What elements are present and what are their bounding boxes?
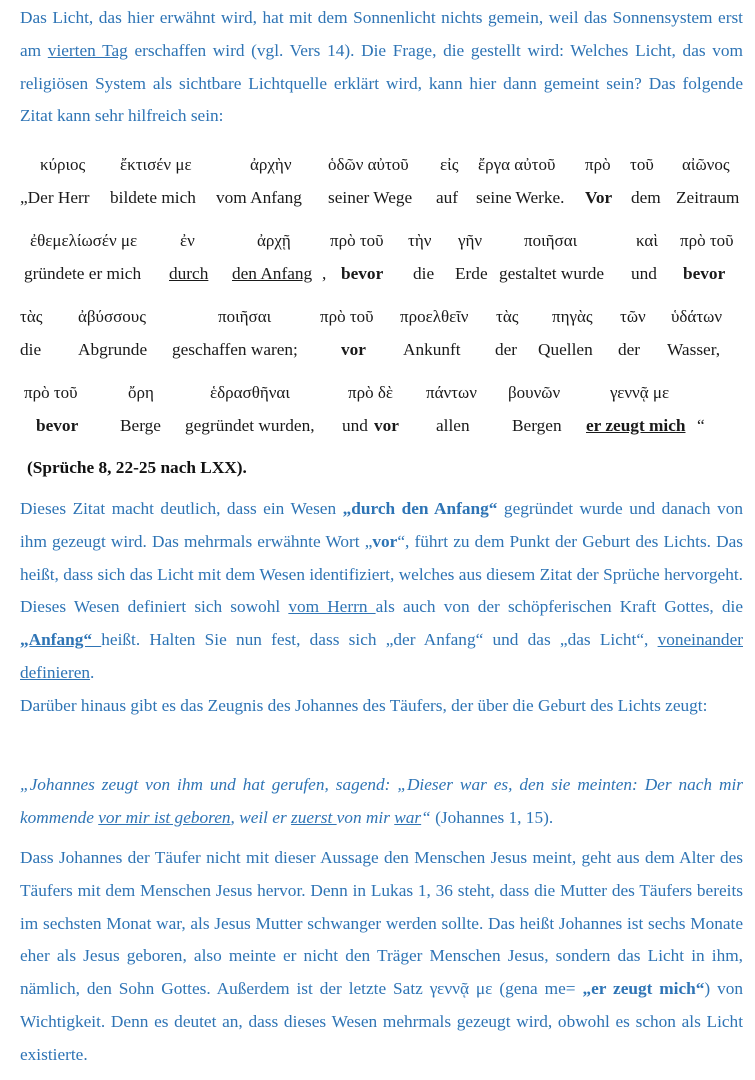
intro-paragraph bbox=[20, 2, 743, 133]
german-word: Erde bbox=[455, 264, 488, 283]
greek-word: ἀρχῇ bbox=[257, 231, 291, 250]
greek-word: πρὸ δὲ bbox=[348, 383, 393, 402]
german-word: vor bbox=[341, 340, 366, 359]
intro-text-2: erschaffen wird (vgl. Vers 14). Die Frage, die gestellt wird: Welches Licht, das vom religiösen System als sichtbare Lichtquelle erklärt wird, kann hier dann gemeint sein? Das folgende Zitat kann sehr hilfreich sein: bbox=[20, 40, 743, 126]
greek-word: πρὸ τοῦ bbox=[24, 383, 78, 402]
greek-word: βουνῶν bbox=[508, 383, 561, 402]
greek-word: εἰς bbox=[440, 155, 459, 174]
german-word: bildete mich bbox=[110, 188, 196, 207]
verse-german-row-1 bbox=[0, 185, 755, 211]
greek-word: πρὸ τοῦ bbox=[680, 231, 734, 250]
greek-word: ἀρχὴν bbox=[250, 155, 292, 174]
german-closing-quote: “ bbox=[697, 416, 705, 435]
para2-bold: vor bbox=[372, 531, 398, 551]
greek-word: ὑδάτων bbox=[671, 307, 723, 326]
german-word: allen bbox=[436, 416, 470, 435]
john-quote bbox=[20, 769, 743, 835]
german-word: bevor bbox=[683, 264, 726, 283]
german-word: der bbox=[495, 340, 518, 359]
greek-word: πηγὰς bbox=[552, 307, 593, 326]
german-word: vom Anfang bbox=[216, 188, 302, 207]
intro-text-1: Das Licht, das hier erwähnt wird, hat mit dem Sonnenlicht nichts gemein, weil das Sonnensystem erst am bbox=[20, 8, 743, 60]
german-punctuation: , bbox=[322, 264, 327, 283]
german-word: vor bbox=[374, 416, 399, 435]
german-word: gegründet wurden, bbox=[185, 416, 315, 435]
german-word: bevor bbox=[341, 264, 384, 283]
greek-word: ὄρη bbox=[128, 383, 154, 402]
greek-word: ἐθεμελίωσέν με bbox=[30, 231, 138, 250]
greek-word: τὴν bbox=[408, 231, 432, 250]
greek-word: τὰς bbox=[496, 307, 519, 326]
para2-text: “, führt zu dem Punkt der Geburt des Lichts. Das heißt, dass sich das Licht mit dem Wesen identifiziert, welches aus diesem Zitat der Sprüche hervorgeht. Dieses Wesen definiert sich sowohl bbox=[20, 531, 744, 617]
paragraph-4 bbox=[20, 842, 743, 1072]
greek-word: ὁδῶν αὐτοῦ bbox=[328, 155, 409, 174]
para2-text: Dieses Zitat macht deutlich, dass ein Wesen bbox=[20, 499, 343, 518]
greek-word: προελθεῖν bbox=[400, 307, 469, 326]
quote-underlined: vor mir ist geboren bbox=[98, 807, 231, 827]
greek-word: ἑδρασθῆναι bbox=[210, 383, 290, 402]
greek-word: γεννᾷ με bbox=[610, 383, 670, 402]
para2-underlined: voneinander definieren bbox=[20, 630, 743, 682]
para2-text: gegründet wurde und danach von ihm gezeugt wird. Das mehrmals erwähnte Wort „ bbox=[20, 499, 743, 551]
verse-german-row-3 bbox=[0, 337, 755, 363]
quote-text: “ bbox=[421, 807, 431, 827]
german-word: die bbox=[20, 340, 42, 359]
german-word: bevor bbox=[36, 416, 79, 435]
greek-word: ποιῆσαι bbox=[218, 307, 272, 326]
greek-word: πρὸ bbox=[585, 155, 611, 174]
paragraph-2 bbox=[20, 493, 743, 690]
german-word: Vor bbox=[585, 188, 613, 207]
para2-text: . bbox=[90, 662, 95, 682]
german-word: „Der Herr bbox=[20, 188, 90, 207]
quote-reference: (Johannes 1, 15). bbox=[430, 807, 554, 827]
para2-underlined: vom Herrn bbox=[288, 597, 376, 617]
greek-word: τῶν bbox=[620, 307, 646, 326]
greek-word: ἐν bbox=[180, 231, 195, 250]
para2-bold: „durch den Anfang“ bbox=[342, 499, 498, 518]
greek-word: πρὸ τοῦ bbox=[320, 307, 374, 326]
german-word: seine Werke. bbox=[476, 188, 565, 207]
greek-word: τὰς bbox=[20, 307, 43, 326]
paragraph-3: Darüber hinaus gibt es das Zeugnis des Johannes des Täufers, der über die Geburt des Lichts zeugt: bbox=[20, 696, 708, 715]
greek-word: πάντων bbox=[426, 383, 477, 402]
german-word: und bbox=[342, 416, 368, 435]
german-word: Quellen bbox=[538, 340, 593, 359]
greek-word: ἔργα αὐτοῦ bbox=[478, 155, 556, 174]
german-word: der bbox=[618, 340, 641, 359]
greek-word: γῆν bbox=[458, 231, 483, 250]
greek-word: ἀβύσσους bbox=[78, 307, 146, 326]
para4-bold: „er zeugt mich“ bbox=[582, 979, 705, 999]
german-word: geschaffen waren; bbox=[172, 340, 298, 359]
verse-greek-row-2 bbox=[0, 228, 755, 254]
german-word: gestaltet wurde bbox=[499, 264, 605, 283]
verse-greek-row-1 bbox=[0, 152, 755, 178]
quote-text: „Johannes zeugt von ihm und hat gerufen, sagend: „Dieser war es, den sie meinten: Der nach mir kommende bbox=[20, 775, 743, 827]
para4-text: ) von Wichtigkeit. Denn es deutet an, dass dieses Wesen mehrmals gezeugt wird, obwohl es schon als Licht existierte. bbox=[20, 979, 744, 1064]
german-word: Wasser, bbox=[667, 340, 721, 359]
german-word-underlined: er zeugt mich bbox=[586, 416, 686, 435]
para4-text: Dass Johannes der Täufer nicht mit dieser Aussage den Menschen Jesus meint, geht aus dem Alter des Täufers mit dem Menschen Jesus hervor. Denn in Lukas 1, 36 steht, dass die Mutter des Täufers bereits im sechsten Monat war, als Jesus Mutter schwanger werden sollte. Das heißt Johannes ist sechs Monate eher als Jesus geboren, also meinte er nicht den Träger Menschen Jesus, sondern das Licht in ihm, nämlich, den Sohn Gottes. Außerdem ist der letzte Satz γεννᾷ με (gena me= bbox=[20, 848, 743, 999]
verse-reference: (Sprüche 8, 22-25 nach LXX). bbox=[27, 458, 247, 477]
german-word: Zeitraum bbox=[676, 188, 740, 207]
verse-german-row-2 bbox=[0, 261, 755, 287]
german-word-underlined: den Anfang bbox=[232, 264, 313, 283]
german-word: auf bbox=[436, 188, 459, 207]
german-word: dem bbox=[631, 188, 661, 207]
german-word: und bbox=[631, 264, 657, 283]
greek-word: ἔκτισέν με bbox=[120, 155, 192, 174]
greek-word: ποιῆσαι bbox=[524, 231, 578, 250]
quote-underlined: war bbox=[394, 807, 422, 827]
para2-text: als auch von der schöpferischen Kraft Gottes, die bbox=[375, 597, 743, 617]
verse-german-row-4 bbox=[0, 413, 755, 439]
german-word: Berge bbox=[120, 416, 161, 435]
verse-greek-row-3 bbox=[0, 304, 755, 330]
german-word: seiner Wege bbox=[328, 188, 413, 207]
german-word: die bbox=[413, 264, 435, 283]
quote-text: , weil er bbox=[230, 807, 292, 827]
intro-underlined-day: vierten Tag bbox=[47, 40, 128, 60]
german-word: Bergen bbox=[512, 416, 562, 435]
greek-word: κύριος bbox=[40, 155, 86, 174]
para2-text: heißt. Halten Sie nun fest, dass sich „der Anfang“ und das „das Licht“, bbox=[101, 630, 658, 650]
para2-bold-underlined: „Anfang“ bbox=[20, 630, 102, 650]
quote-text: von mir bbox=[336, 807, 395, 827]
greek-word: καὶ bbox=[636, 231, 658, 250]
greek-word: πρὸ τοῦ bbox=[330, 231, 384, 250]
quote-underlined: zuerst bbox=[291, 807, 337, 827]
german-word: Ankunft bbox=[403, 340, 461, 359]
greek-word: τοῦ bbox=[630, 155, 654, 174]
verse-greek-row-4 bbox=[0, 380, 755, 406]
german-word-underlined: durch bbox=[169, 264, 209, 283]
greek-word: αἰῶνος bbox=[682, 155, 730, 174]
german-word: gründete er mich bbox=[24, 264, 142, 283]
german-word: Abgrunde bbox=[78, 340, 148, 359]
